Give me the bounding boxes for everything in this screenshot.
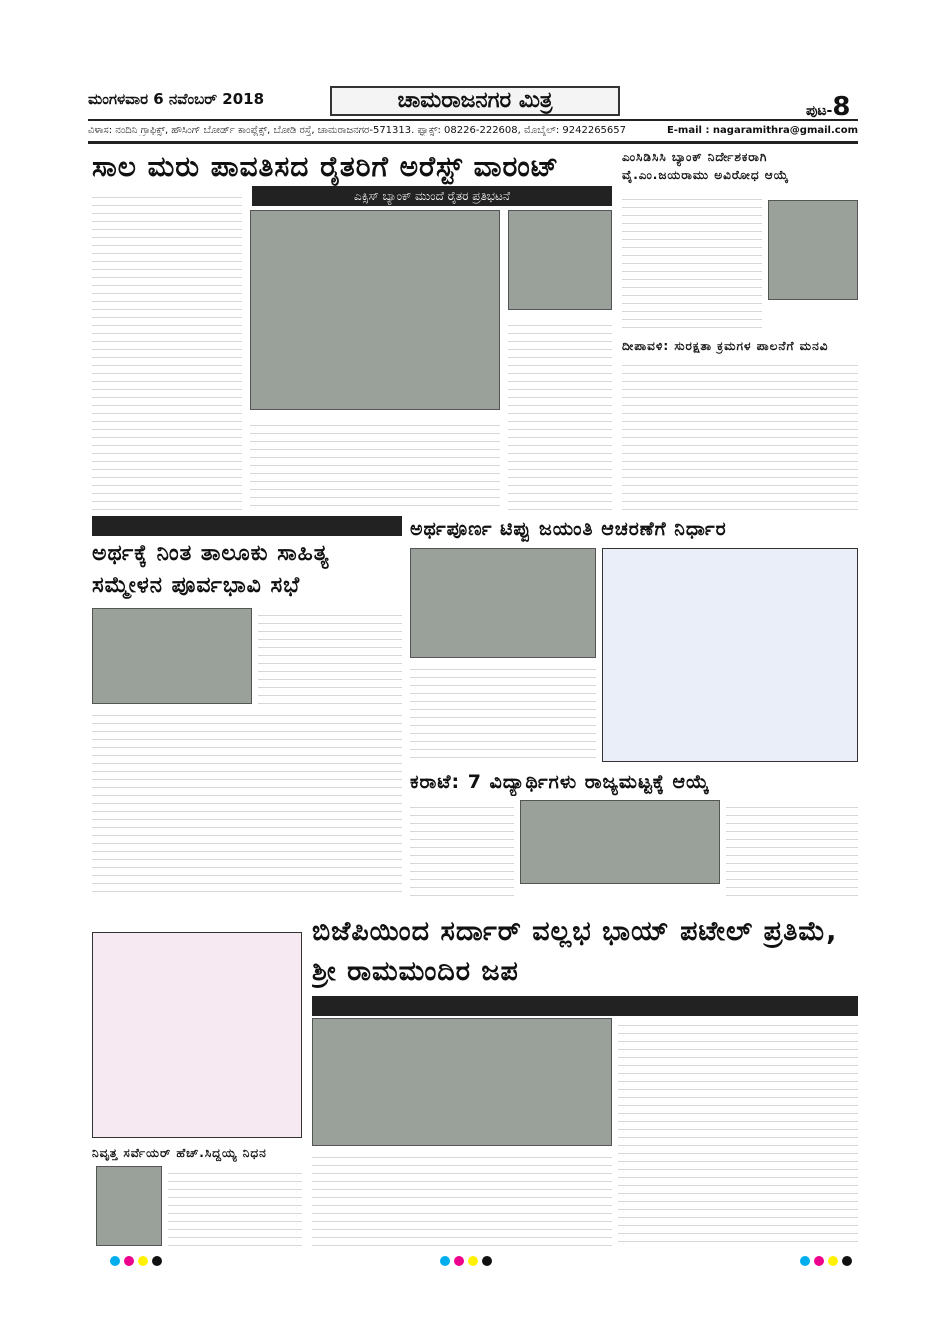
- lead-photo-warrant: [508, 210, 612, 310]
- bjp-column-right: [618, 1018, 858, 1248]
- obituary-headline: ನಿವೃತ್ತ ಸರ್ವೆಯರ್ ಹೆಚ್.ಸಿದ್ದಯ್ಯ ನಿಧನ: [92, 1146, 267, 1160]
- registration-dot: [482, 1256, 492, 1266]
- bjp-subhead: [312, 996, 858, 1016]
- tippu-headline: ಅರ್ಥಪೂರ್ಣ ಟಿಪ್ಪು ಜಯಂತಿ ಆಚರಣೆಗೆ ನಿರ್ಧಾರ: [410, 518, 727, 540]
- registration-dot: [800, 1256, 810, 1266]
- header-rule: [88, 141, 858, 144]
- tippu-meeting-photo: [410, 548, 596, 658]
- registration-dot: [110, 1256, 120, 1266]
- karate-headline: ಕರಾಟೆ: 7 ವಿದ್ಯಾರ್ಥಿಗಳು ರಾಜ್ಯಮಟ್ಟಕ್ಕೆ ಆಯ್ಕೆ: [410, 771, 710, 793]
- bjp-meeting-photo: [312, 1018, 612, 1146]
- deepavali-headline: ದೀಪಾವಳಿ: ಸುರಕ್ಷತಾ ಕ್ರಮಗಳ ಪಾಲನೆಗೆ ಮನವಿ: [622, 339, 829, 353]
- contact-line: [88, 125, 858, 136]
- sammelana-strap: [92, 516, 402, 536]
- registration-dot: [138, 1256, 148, 1266]
- karate-column-2: [726, 800, 858, 898]
- registration-dot: [124, 1256, 134, 1266]
- registration-dot: [828, 1256, 838, 1266]
- registration-dot: [842, 1256, 852, 1266]
- masthead-rule: [88, 119, 858, 121]
- karate-column-1: [410, 800, 514, 898]
- lead-column-1: [92, 190, 242, 512]
- registration-dot: [440, 1256, 450, 1266]
- sammelana-photo: [92, 608, 252, 704]
- side-column: [622, 192, 762, 332]
- registration-dot: [814, 1256, 824, 1266]
- obituary-portrait: [96, 1166, 162, 1246]
- obituary-column: [168, 1166, 302, 1248]
- sammelana-body: [92, 708, 402, 898]
- lead-column-3: [508, 318, 612, 512]
- lead-column-2: [250, 418, 500, 512]
- sammelana-headline: ಅರ್ಥಕ್ಕೆ ನಿಂತ ತಾಲೂಕು ಸಾಹಿತ್ಯ ಸಮ್ಮೇಳನ ಪೂರ್ವಭಾವಿ ಸಭೆ: [92, 541, 330, 598]
- masthead-title: ಚಾಮರಾಜನಗರ ಮಿತ್ರ: [330, 86, 620, 116]
- vruddhe-headline: [92, 912, 302, 930]
- registration-dot: [454, 1256, 464, 1266]
- issue-date: ಮಂಗಳವಾರ 6 ನವೆಂಬರ್ 2018: [88, 90, 265, 108]
- lead-photo-protest: [250, 210, 500, 410]
- side-headline: ಎಂಸಿಡಿಸಿಸಿ ಬ್ಯಾಂಕ್ ನಿರ್ದೇಶಕರಾಗಿ ವೈ.ಎಂ.ಜಯರಾಮು ಅವಿರೋಧ ಆಯ್ಕೆ: [622, 150, 790, 182]
- address-text: ವಿಳಾಸ: ನಂದಿನಿ ಗ್ರಾಫಿಕ್ಸ್, ಹೌಸಿಂಗ್ ಬೋರ್ಡ್ ಕಾಂಪ್ಲೆಕ್ಸ್, ಬೋಡಿ ರಸ್ತೆ, ಚಾಮರಾಜನಗರ-571313. ಫ್ಯಾಕ್ಸ್: 08226-222608, ಮೊಬೈಲ್: 9242265657: [88, 125, 627, 136]
- bjp-body: [312, 1150, 612, 1248]
- sammelana-side-column: [258, 608, 402, 704]
- bjp-headline: ಬಿಜೆಪಿಯಿಂದ ಸರ್ದಾರ್ ವಲ್ಲಭ ಭಾಯ್ ಪಟೇಲ್ ಪ್ರತಿಮೆ, ಶ್ರೀ ರಾಮಮಂದಿರ ಜಪ: [312, 916, 838, 987]
- jayaramu-portrait: [768, 200, 858, 300]
- karate-students-photo: [520, 800, 720, 884]
- lead-subhead: ಎಕ್ಸಿಸ್ ಬ್ಯಾಂಕ್ ಮುಂದೆ ರೈತರ ಪ್ರತಿಭಟನೆ: [252, 186, 612, 206]
- sabha-box: [602, 548, 858, 762]
- page-label: ಪುಟ-: [806, 103, 833, 119]
- email-text: E-mail : nagaramithra@gmail.com: [666, 125, 858, 136]
- registration-dot: [152, 1256, 162, 1266]
- vruddhe-box: [92, 932, 302, 1138]
- page-number: [806, 92, 850, 122]
- deepavali-column: [622, 358, 858, 512]
- tippu-body: [410, 662, 596, 762]
- lead-headline: ಸಾಲ ಮರು ಪಾವತಿಸದ ರೈತರಿಗೆ ಅರೆಸ್ಟ್ ವಾರಂಟ್: [92, 150, 560, 183]
- registration-dot: [468, 1256, 478, 1266]
- page-number-value: 8: [832, 92, 851, 122]
